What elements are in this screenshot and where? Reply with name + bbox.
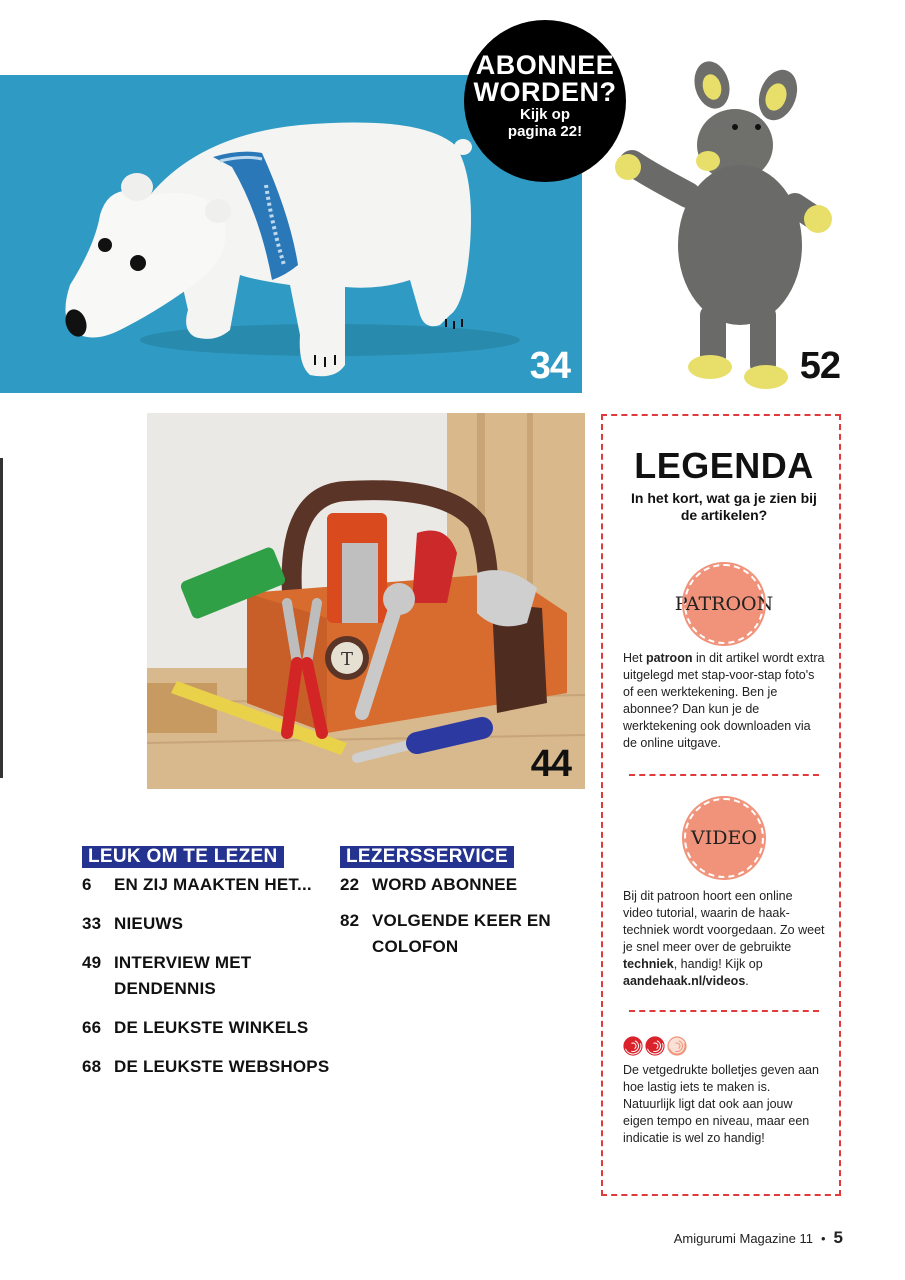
video-text-1: Bij dit patroon hoort een online video tutorial, waarin de haak-techniek wordt voorgedaan. Zo weet je snel meer over de gebruikte: [623, 889, 825, 954]
pattern-text-bold: patroon: [645, 651, 693, 665]
legend-title: LEGENDA: [634, 445, 814, 486]
toc-title: DE LEUKSTE WEBSHOPS: [114, 1057, 330, 1076]
toolbox-illustration: [147, 413, 585, 789]
toc-page-number: 33: [82, 914, 102, 933]
difficulty-indicator: [623, 1036, 825, 1056]
magazine-name: Amigurumi Magazine 11: [673, 1231, 813, 1246]
video-text-2: , handig! Kijk op: [673, 957, 763, 971]
section-heading-service: LEZERSSERVICE: [340, 846, 514, 868]
legend-divider: [629, 1010, 819, 1012]
yarn-ball-filled-icon: [623, 1036, 643, 1056]
toc-title: NIEUWS: [114, 914, 184, 933]
toolbox-photo: [147, 413, 585, 789]
video-text-bold-1: techniek: [623, 957, 674, 971]
svg-text:T: T: [340, 649, 354, 670]
video-link[interactable]: aandehaak.nl/videos: [623, 974, 746, 988]
toc-page-number: 82: [340, 911, 360, 930]
mouse-illustration: [600, 55, 850, 395]
legend-subtitle: In het kort, wat ga je zien bij de artikelen?: [631, 490, 817, 523]
badge-line-2: WORDEN?: [473, 77, 617, 107]
toc-page-number: 68: [82, 1057, 102, 1076]
video-text-3: .: [745, 974, 749, 988]
pattern-text-1: Het: [623, 651, 646, 665]
toc-item[interactable]: [340, 908, 560, 960]
badge-line-3: Kijk op: [519, 106, 570, 123]
toc-title: VOLGENDE KEER EN COLOFON: [372, 911, 551, 956]
toc-page-number: 22: [340, 875, 360, 894]
yarn-ball-filled-icon: [645, 1036, 665, 1056]
toc-item[interactable]: [82, 950, 332, 1002]
page-number-bear: 34: [529, 345, 570, 387]
section-heading-read: LEUK OM TE LEZEN: [82, 846, 284, 868]
toc-page-number: 49: [82, 953, 102, 972]
badge-line-1: ABONNEE: [475, 50, 615, 80]
toc-list-service: [340, 872, 560, 960]
toc-list-read: [82, 872, 332, 1080]
toc-item[interactable]: [82, 1015, 332, 1041]
pattern-text-2: in dit artikel wordt extra uitgelegd met stap-voor-stap foto's of een werktekening. Ben je abonnee? Dan kun je de werktekening ook downloaden via de online uitgave.: [623, 651, 825, 750]
pattern-badge: PATROON: [684, 564, 764, 644]
toc-title: EN ZIJ MAAKTEN HET...: [114, 875, 312, 894]
toc-item[interactable]: [340, 872, 560, 898]
badge-line-4: pagina 22!: [507, 123, 583, 140]
toc-item[interactable]: [82, 911, 332, 937]
subscribe-badge[interactable]: [464, 20, 626, 182]
footer-bullet: •: [820, 1231, 826, 1246]
video-description: [623, 888, 825, 990]
mouse-photo: [600, 55, 850, 395]
toc-title: WORD ABONNEE: [372, 875, 518, 894]
toc-title: INTERVIEW MET DENDENNIS: [114, 953, 252, 998]
toc-page-number: 66: [82, 1018, 102, 1037]
section-lezersservice: [340, 846, 560, 970]
section-leuk-om-te-lezen: [82, 846, 332, 1093]
page-edge-mark: [0, 458, 3, 778]
toc-title: DE LEUKSTE WINKELS: [114, 1018, 309, 1037]
page-number: 5: [833, 1228, 843, 1247]
video-badge: VIDEO: [684, 798, 764, 878]
toc-item[interactable]: [82, 1054, 332, 1080]
toc-item[interactable]: [82, 872, 332, 898]
difficulty-description: De vetgedrukte bolletjes geven aan hoe lastig iets te maken is. Natuurlijk ligt dat ook aan jouw eigen tempo en niveau, maar een indicatie is wel zo handig!: [623, 1063, 819, 1145]
legend-divider: [629, 774, 819, 776]
toc-page-number: 6: [82, 875, 92, 894]
pattern-description: [623, 650, 825, 752]
yarn-ball-empty-icon: [667, 1036, 687, 1056]
page-number-toolbox: 44: [530, 743, 571, 785]
page-number-mouse: 52: [799, 345, 840, 387]
legend-box: [601, 414, 841, 1196]
page-footer: [674, 1228, 843, 1248]
